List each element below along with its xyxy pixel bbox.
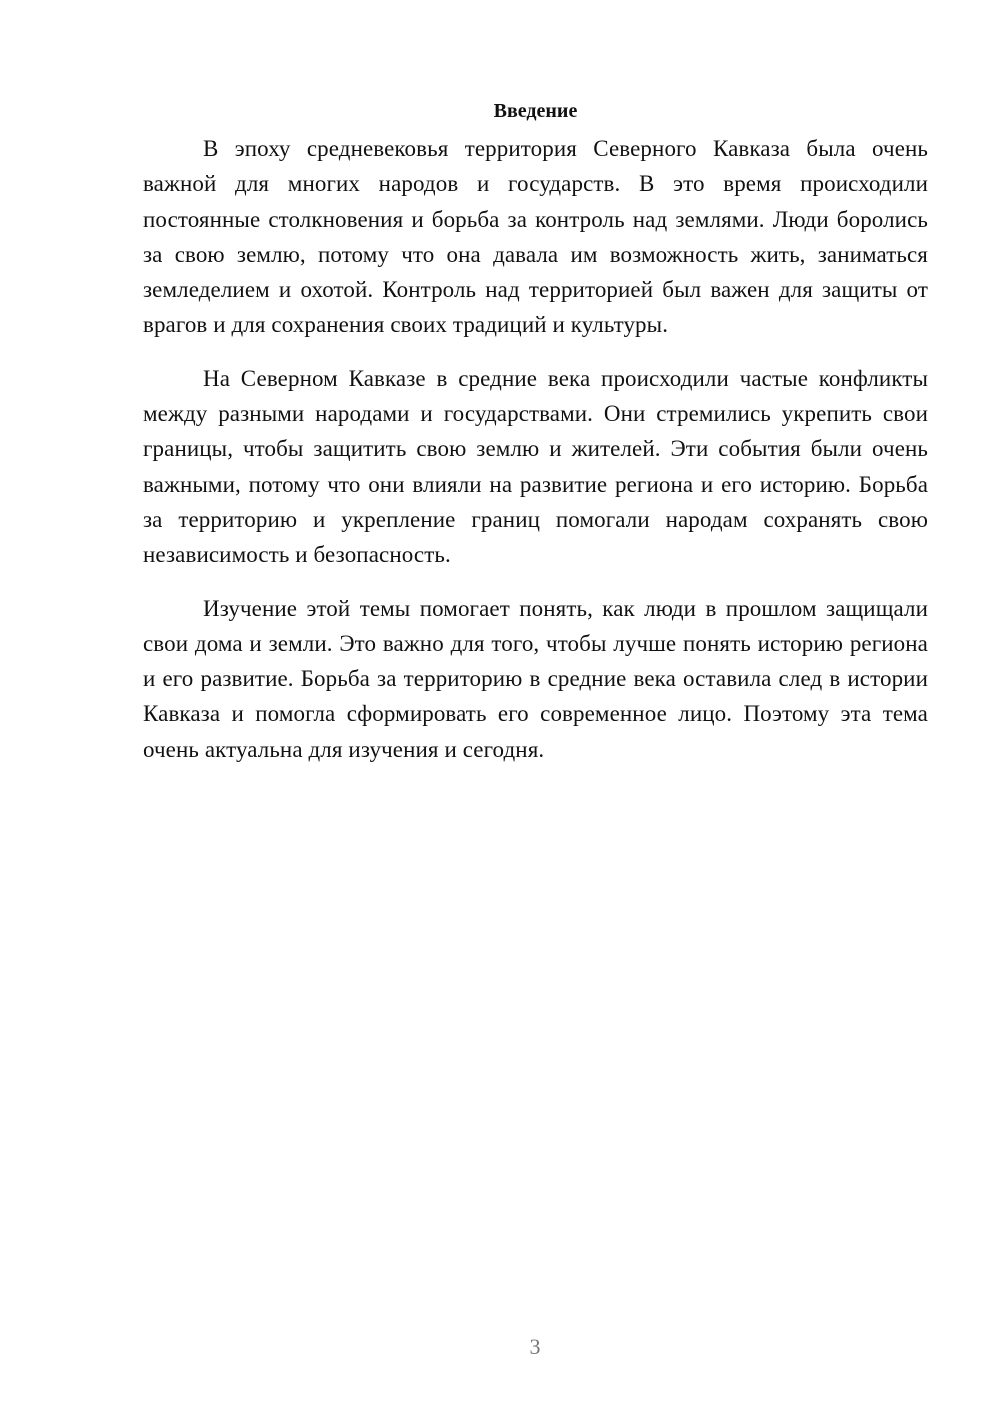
page-content [143,96,928,785]
section-heading: Введение [493,100,578,122]
page-number: 3 [529,1334,541,1359]
paragraph-3: Изучение этой темы помогает понять, как люди в прошлом защищали свои дома и земли. Это важно для того, чтобы лучше понять историю региона и его развитие. Борьба за территорию в средние века оставила след в истории Кавказа и помогла сформировать его современное лицо. Поэтому эта тема очень актуальна для изучения и сегодня. [143,595,928,762]
paragraph-1: В эпоху средневековья территория Северного Кавказа была очень важной для многих народов и государств. В это время происходили постоянные столкновения и борьба за контроль над землями. Люди боролись за свою землю, потому что она давала им возможность жить, заниматься земледелием и охотой. Контроль над территорией был важен для защиты от врагов и для сохранения своих традиций и культуры. [143,136,928,338]
paragraph-2: На Северном Кавказе в средние века происходили частые конфликты между разными народами и государствами. Они стремились укрепить свои границы, чтобы защитить свою землю и жителей. Эти события были очень важными, потому что они влияли на развитие региона и его историю. Борьба за территорию и укрепление границ помогали народам сохранять свою независимость и безопасность. [143,365,928,568]
